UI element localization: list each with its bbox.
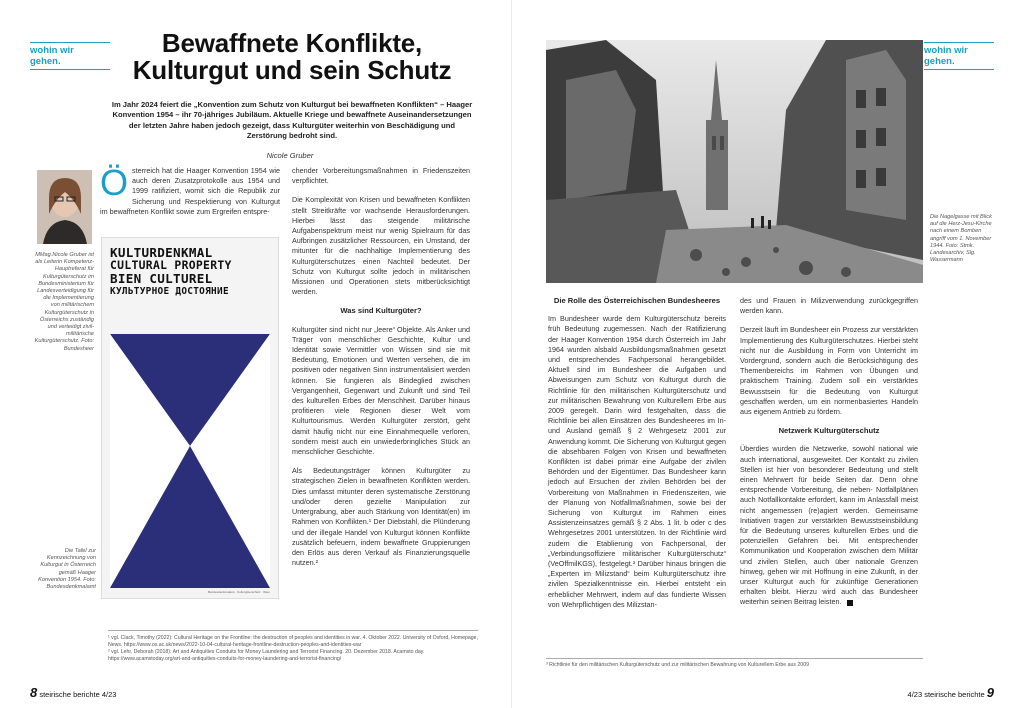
paragraph: Im Bundesheer wurde dem Kulturgüterschutz bereits früh Bedeutung zugemessen. Nach der Ratifizierung der Haager Konvention 1954 durch Österreich im Jahr 1964 wurden alsbald Ausbildungsmaßnahmen gesetzt und entsprechendes Fachpersonal herangebildet. Aktuell sind im Bundesheer die Aufgaben und Abweisungen zum Schutz von Kulturgut durch die Richtlinie für den militärischen Kulturgüterschutz und zur militärischen Bewahrung von Kulturellem Erbe aus 2009 geregelt. Darin wird festgehalten, dass die Richtlinie bei allen Einsätzen des Bundesheeres im In- und Ausland gemäß § 2 Wehrgesetz 2001 zur Anwendung kommt. Die Sicherung von Kulturgut gegen die absehbaren Folgen von Krisen und bewaffneten Konflikten ist dabei primär eine Aufgabe der zivilen Behörden und der Eigentümer. Das Bundesheer kann jedoch auf Ersuchen der zivilen Behörden bei der Vorbereitung von Maßnahmen in Friedenszeiten, wie der Planung von Notfallmaßnahmen, sowie bei der Sicherung von Kulturgut im Rahmen eines Assistenzeinsatzes gemäß § 2 Abs. 1 lit. b oder c des Wehrgesetzes 2001 unterstützen. In der Richtlinie wird zudem die Etablierung von Fachpersonal, der „Verbindungsoffiziere militärischer Kulturgüterschutz“ (VeOffmilKGS), festgelegt.³ Darüber hinaus bringen die „Experten im Milizstand“ beim Kulturgüterschutz ihre zivilen Spezialkenntnisse ein. Hierbei entsteht ein erheblicher Mehrwert, indem auf das fundierte Wissen von Wehrpflichtigen des Milizstan- bbox=[548, 314, 726, 609]
paragraph bbox=[740, 444, 918, 607]
section-tag bbox=[924, 42, 994, 70]
portrait-image bbox=[37, 170, 92, 244]
section-tag-rule bbox=[30, 69, 110, 70]
paragraph: Derzeit läuft im Bundesheer ein Prozess zur verstärkten Implementierung des Kulturgüterschutzes. Hierbei steht nicht nur die Ausbildung in Form von Unterricht im Vordergrund, sondern auch die Berücksichtigung des Themenbereichs im Rahmen von Übungen und praktischem Training. Zudem soll ein verstärktes Bewusstsein für die Bedeutung von Kulturgut geschaffen werden, um ein normenbasiertes Handeln aus eigenem Antrieb zu fördern. bbox=[740, 325, 918, 417]
subheading: Netzwerk Kulturgüterschutz bbox=[778, 426, 880, 436]
sign-line-3: BIEN CULTUREL bbox=[110, 271, 213, 286]
page-number: 8 bbox=[30, 685, 38, 700]
war-damage-photo bbox=[546, 40, 923, 283]
sign-fine-print bbox=[110, 302, 270, 330]
magazine-issue: 4/23 steirische berichte bbox=[907, 690, 985, 699]
sign-line-2: CULTURAL PROPERTY bbox=[110, 258, 232, 272]
end-mark bbox=[847, 600, 853, 606]
author-portrait bbox=[37, 170, 92, 244]
sign-footer: Bundesdenkmalamt · Kulturgüterschutz · Wien bbox=[207, 590, 270, 594]
footnotes bbox=[108, 630, 478, 663]
right-footnote: ³ Richtlinie für den militärischen Kulturgüterschutz und zur militärischen Bewahrung von Kulturellem Erbe aus 2009 bbox=[546, 658, 923, 668]
section-tag-line1: wohin wir bbox=[30, 45, 74, 56]
article-title bbox=[112, 30, 472, 84]
subheading: Was sind Kulturgüter? bbox=[340, 306, 422, 316]
sign-caption: Die Tafel zur Kennzeichnung von Kulturgut in Österreich gemäß Haager Konvention 1954. Foto: Bundesdenkmalamt bbox=[38, 548, 96, 591]
paragraph: Die Komplexität von Krisen und bewaffneten Konflikten stellt Streitkräfte vor wachsende Herausforderungen. Hierbei lässt das steigende militärische Aufgabenspektrum meist nur wenig Spielraum für das Aufbringen zusätzlicher Ressourcen, ein Umstand, der mitunter für die nachhaltige Implementierung des Kulturgüterschutzes einen Nachteil bedeutet. Der Schutz von Kulturgut sollte jedoch in militärischen Missionen und Operationen stets mitberücksichtigt werden. bbox=[292, 195, 470, 297]
column-1 bbox=[100, 162, 280, 226]
author-byline: Nicole Gruber bbox=[266, 151, 314, 160]
right-column-1 bbox=[548, 296, 726, 619]
lead-paragraph: Im Jahr 2024 feiert die „Konvention zum Schutz von Kulturgut bei bewaffneten Konflikten“ – Haager Konvention 1954 – ihr 70-jähriges Jubiläum. Aktuelle Kriege und bewaffnete Auseinandersetzungen der letzten Jahre haben jedoch gezeigt, dass Kulturgüter weiterhin von Beschädigung und Zerstörung bedroht sind. bbox=[111, 100, 473, 141]
paragraph: Als Bedeutungsträger können Kulturgüter zu strategischen Zielen in bewaffneten Konflikten werden. Dies umfasst mitunter deren systematische Zerstörung und/oder deren gezielte Manipulation zur Untergrabung, aber auch Stärkung von Identität(en) im Rahmen von Konflikten.¹ Der Diebstahl, die Plünderung und der illegale Handel von Kulturgut können Konflikte zusätzlich befeuern, indem bewaffnete Gruppierungen den Erlös aus deren Verkauf als Finanzierungsquelle nutzen.² bbox=[292, 466, 470, 568]
drop-cap: Ö bbox=[100, 162, 129, 203]
sign-line-4: КУЛЬТУРНОЕ ДОСТОЯНИЕ bbox=[110, 286, 229, 297]
paragraph bbox=[100, 162, 280, 217]
portrait-caption: MMag.Nicole Gruber ist als Leiterin Kompetenz-Hauptreferat für Kulturgüterschutz im Bundesministerium für Landesverteidigung für die Implementierung von militärischem Kulturgüterschutz in Österreichs zuständig und verteidigt zivil-militärische Kulturgüterschutz. Foto: Bundesheer bbox=[34, 252, 94, 352]
page-number: 9 bbox=[986, 685, 994, 700]
section-tag-line2: gehen. bbox=[924, 56, 955, 67]
paragraph: Kulturgüter sind nicht nur „leere“ Objekte. Als Anker und Träger von menschlicher Geschichte, Kultur und Identität sowie Vermittler von Wissen sind sie mit Bedeutung, Emotionen und Werten versehen, die im positiven oder negativen Sinn instrumentalisiert werden können. Sie fungieren als Bindeglied zwischen Vergangenheit, Gegenwart und Zukunft und sind Teil des kulturellen Erbes der Menschheit. Darüber hinaus profitieren viele Regionen dieser Welt vom Kulturtourismus. Werden Kulturgüter zerstört, geht damit häufig nicht nur eine Einnahmequelle verloren, sondern meist auch ein unwiederbringliches Stück an menschlicher Geschichte. bbox=[292, 324, 470, 457]
section-tag-rule bbox=[924, 69, 994, 70]
subheading: Die Rolle des Österreichischen Bundesheeres bbox=[553, 296, 721, 305]
paragraph: chender Vorbereitungsmaßnahmen in Friedenszeiten verpflichtet. bbox=[292, 166, 470, 186]
page-number-left bbox=[30, 685, 116, 700]
footnote-2: ² vgl. Lehr, Deborah (2018): Art and Antiquities Conduits for Money Laundering and Terrorist Financing. 20. Dezember 2018. Acamsto day. https://www.acamstoday.org/art-and-antiquities-conduits-for-money-laundering-and-terrorist-financing/ bbox=[108, 649, 425, 662]
column-2 bbox=[292, 166, 470, 577]
cultural-property-sign bbox=[101, 237, 279, 599]
section-tag bbox=[30, 42, 110, 70]
footnote-1: ¹ vgl. Clack, Timothy (2022): Cultural Heritage on the Frontline: the destruction of peoples and identities in war. 4. Oktober 2022. University of Oxford, Homepage, News. https://www.ox.ac.uk/news/2022-10-04-cultural-heritage-frontline-destruction-peoples-and-identities-war bbox=[108, 635, 478, 648]
paragraph: des und Frauen in Milizverwendung zurückgegriffen werden kann. bbox=[740, 296, 918, 316]
photo-caption: Die Nagelgasse mit Blick auf die Herz-Jesu-Kirche nach einem Bomben angriff vom 1. November 1944. Foto: Stmk. Landesarchiv, Slg. Wassermann bbox=[930, 214, 992, 264]
street-ruins-image bbox=[546, 40, 923, 283]
page-number-right bbox=[908, 685, 994, 700]
magazine-issue: steirische berichte 4/23 bbox=[39, 690, 117, 699]
paragraph-text: Überdies wurden die Netzwerke, sowohl national wie auch international, ausgeweitet. Der Kontakt zu zivilen Stellen ist hier von besonderer Bedeutung und stellt einen Mehrwert für beide Seiten dar. Denn ohne entsprechende Vorbereitung, die neben- Notfallplänen auch Notfallkontakte erfordert, kann im Anlassfall meist nicht angemessen (re)agiert werden. Gemeinsame Initiativen tragen zur verstärkten Bewusstseinsbildung für die Bedeutung unseres kulturellen Erbes und die potenziellen Gefahren bei. Mit entsprechender Kommunikation und Kooperation zwischen dem Militär und zivilen Stellen, auch über nationale Grenzen hinweg, gehen wir mit Hoffnung in eine Zukunft, in der unser Kulturgut auch für zukünftige Generationen erhalten bleibt. Hierzu wird auch das Bundesheer weiterhin seinen Beitrag leisten. bbox=[740, 444, 918, 607]
section-tag-line1: wohin wir bbox=[924, 45, 968, 56]
paragraph-text: sterreich hat die Haager Konvention 1954 wie auch deren Zusatzprotokolle aus 1954 und 1999 ratifiziert, womit sich die Republik zur Sicherung und Respektierung von Kulturgut im bewaffneten Konflikt sowie zum Ergreifen entspre- bbox=[100, 166, 280, 216]
section-tag-line2: gehen. bbox=[30, 56, 61, 67]
title-line-2: Kulturgut und sein Schutz bbox=[132, 55, 452, 85]
sign-line-1: KULTURDENKMAL bbox=[110, 245, 213, 260]
right-column-2 bbox=[740, 296, 918, 617]
title-line-1: Bewaffnete Konflikte, bbox=[161, 28, 423, 58]
sign-header bbox=[110, 246, 270, 298]
